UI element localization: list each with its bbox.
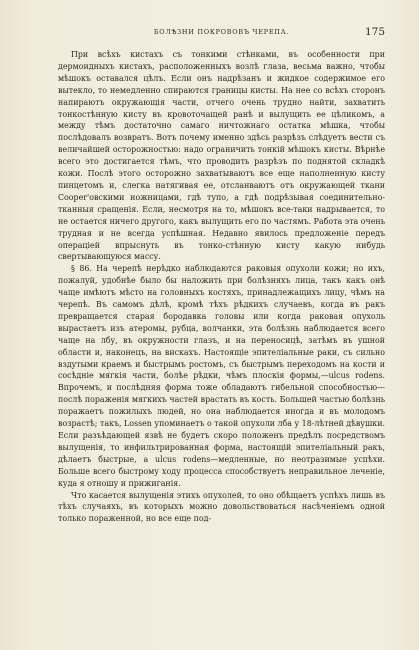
page-header: [58, 26, 385, 40]
page-number: 175: [364, 26, 385, 38]
running-title: БОЛѢЗНИ ПОКРОВОВЪ ЧЕРЕПА.: [153, 28, 290, 36]
paragraph: При всѣхъ кистахъ съ тонкими стѣнками, въ особенности при дермоидныхъ кистахъ, расположенныхъ возлѣ глаза, весьма важно, чтобы мѣшокъ оставался цѣлъ. Если онъ надрѣзанъ и жидкое содержимое его вытекло, то немедленно спираются границы кисты. На нее со всѣхъ сторонъ напираютъ окружающія части, отчего очень трудно найти, захватить тонкостѣнную кисту въ кровоточащей ранѣ и вылущить ее цѣликомъ, а между тѣмъ достаточно самаго ничтожнаго остатка мѣшка, чтобы послѣдовалъ возвратъ. Вотъ почему именно здѣсь разрѣзъ слѣдуетъ вести съ величайшей осторожностью: надо ограничить тонкій мѣшокъ кисты. Вѣрнѣе всего это достигается тѣмъ, что проводить разрѣзъ по поднятой складкѣ кожи. Послѣ этого осторожно захватываютъ все еще наполненную кисту пинцетомъ и, слегка натягивая ее, отсланваютъ отъ окружающей ткани Cooper'овскими ножницами, гдѣ тупо, а гдѣ подрѣзывая соединительно-тканныя сращенія. Если, несмотря на то, мѣшокъ все-таки надрывается, то не остается ничего другого, какъ вылущить его по частямъ. Работа эта очень трудная и не всегда успѣшная. Недавно явилось предложеніе передъ операціей впрыснуть въ тонко-стѣнную кисту какую нибудь свертывающуюся массу.: [58, 50, 385, 262]
paragraph: Что касается вылущенія этихъ опухолей, то оно обѣщаетъ успѣхъ лишь въ тѣхъ случаяхъ, въ которыхъ можно довольствоваться насѣченіемъ одной только пораженной, но все еще под-: [58, 490, 385, 524]
body-text: [58, 49, 385, 525]
paragraph: § 86. На черепѣ нерѣдко наблюдаются раковыя опухоли кожи; но ихъ, пожалуй, удобнѣе было бы наложить при болѣзняхъ лица, такъ какъ онѣ чаще имѣютъ мѣсто на головныхъ костяхъ, принадлежащихъ лицу, чѣмъ на черепѣ. Въ самомъ дѣлѣ, кромѣ тѣхъ рѣдкихъ случаевъ, когда въ ракъ превращается старая бородавка головы или когда раковая опухоль вырастаетъ изъ атеромы, рубца, волчанки, эта болѣзнь наблюдается всего чаще на лбу, въ окружности глазъ, и на переносицѣ, затѣмъ въ ушной области и, наконецъ, на вискахъ. Настоящіе эпителіальные раки, съ сильно вздутыми краемъ и быстрымъ ростомъ, съ быстрымъ переходомъ на кости и сосѣдніе мягкія части, болѣе рѣдки, чѣмъ плоскія формы,—ulcus rodens. Впрочемъ, и послѣдняя форма тоже обладаютъ гибельной способностью—послѣ пораженія мягкихъ частей врастать въ кость. Большей частью болѣзнь поражаетъ пожилыхъ людей, но она наблюдается иногда и въ молодомъ возрастѣ; такъ, Lossen упоминаетъ о такой опухоли лба у 18-лѣтней дѣвушки. Если разъѣдающей язвѣ не будетъ скоро положенъ предѣлъ посредствомъ вылущенія, то инфильтрированная форма, настоящій эпителіальный ракъ, дѣлаетъ быстрые, а ulcus rodens—медленные, но неотразимые успѣхи. Больше всего быстрому ходу процесса способствуетъ неправильное леченіе, куда я отношу и прижиганія.: [58, 264, 385, 488]
